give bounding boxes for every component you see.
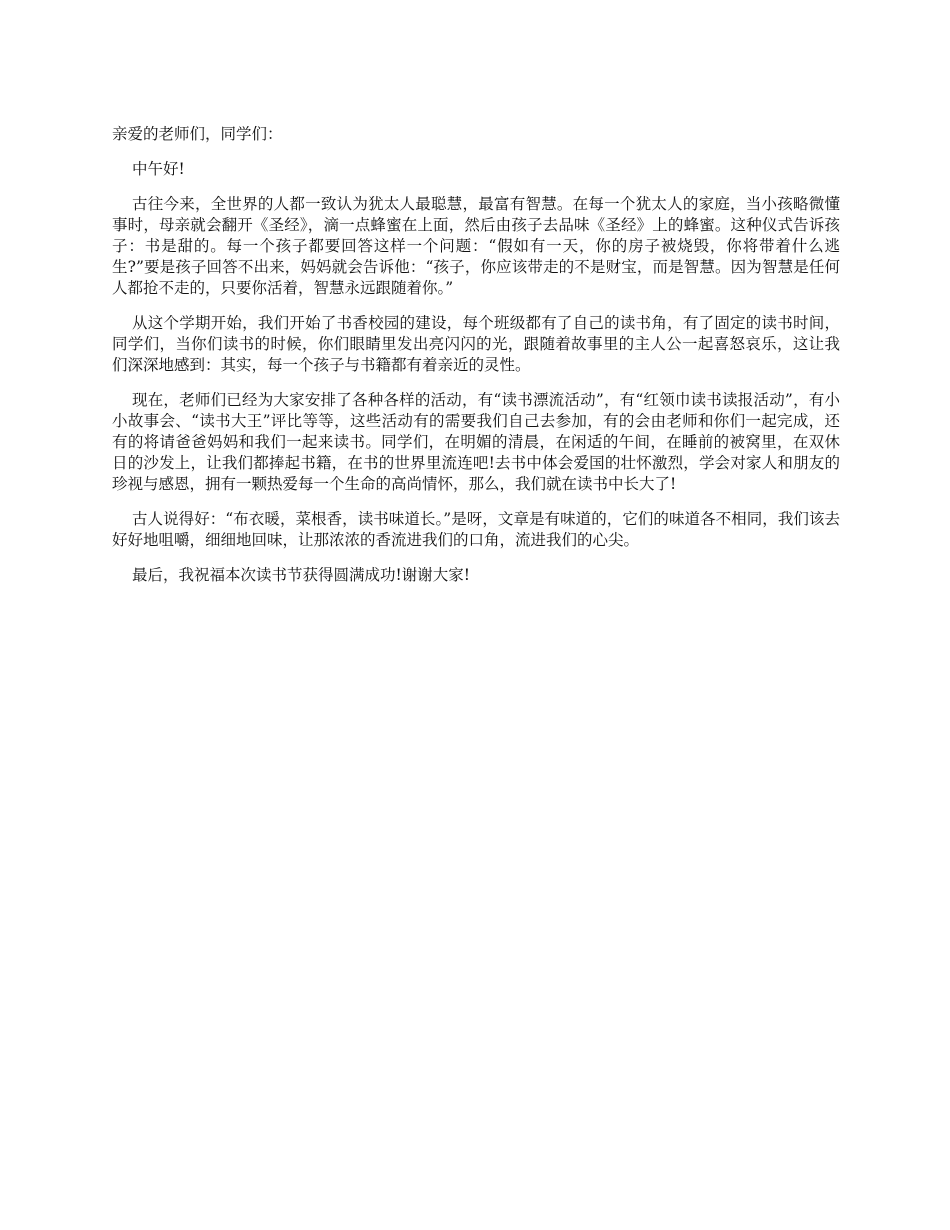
greeting: 中午好! <box>132 160 185 178</box>
salutation: 亲爱的老师们，同学们： <box>112 125 283 143</box>
document-body <box>112 124 840 600</box>
paragraph-ancient-saying: 古人说得好：“布衣暖，菜根香，读书味道长。”是呀，文章是有味道的，它们的味道各不相同，我们该去好好地咀嚼，细细地回味，让那浓浓的香流进我们的口角，流进我们的心尖。 <box>112 510 840 549</box>
paragraph-jewish-wisdom: 古往今来，全世界的人都一致认为犹太人最聪慧，最富有智慧。在每一个犹太人的家庭，当小孩略微懂事时，母亲就会翻开《圣经》，滴一点蜂蜜在上面，然后由孩子去品味《圣经》上的蜂蜜。这种仪式告诉孩子：书是甜的。每一个孩子都要回答这样一个问题：“假如有一天，你的房子被烧毁，你将带着什么逃生?”要是孩子回答不出来，妈妈就会告诉他：“孩子，你应该带走的不是财宝，而是智慧。因为智慧是任何人都抢不走的，只要你活着，智慧永远跟随着你。” <box>112 195 840 297</box>
paragraph-reading-campus: 从这个学期开始，我们开始了书香校园的建设，每个班级都有了自己的读书角，有了固定的读书时间，同学们，当你们读书的时候，你们眼睛里发出亮闪闪的光，跟随着故事里的主人公一起喜怒哀乐，这让我们深深地感到：其实，每一个孩子与书籍都有着亲近的灵性。 <box>112 314 840 374</box>
paragraph-activities: 现在，老师们已经为大家安排了各种各样的活动，有“读书漂流活动”，有“红领巾读书读报活动”，有小小故事会、“读书大王”评比等等，这些活动有的需要我们自己去参加，有的会由老师和你们一起完成，还有的将请爸爸妈妈和我们一起来读书。同学们，在明媚的清晨，在闲适的午间，在睡前的被窝里，在双休日的沙发上，让我们都捧起书籍，在书的世界里流连吧!去书中体会爱国的壮怀激烈，学会对家人和朋友的珍视与感恩，拥有一颗热爱每一个生命的高尚情怀，那么，我们就在读书中长大了! <box>112 391 840 493</box>
paragraph-closing: 最后，我祝福本次读书节获得圆满成功!谢谢大家! <box>132 566 470 584</box>
